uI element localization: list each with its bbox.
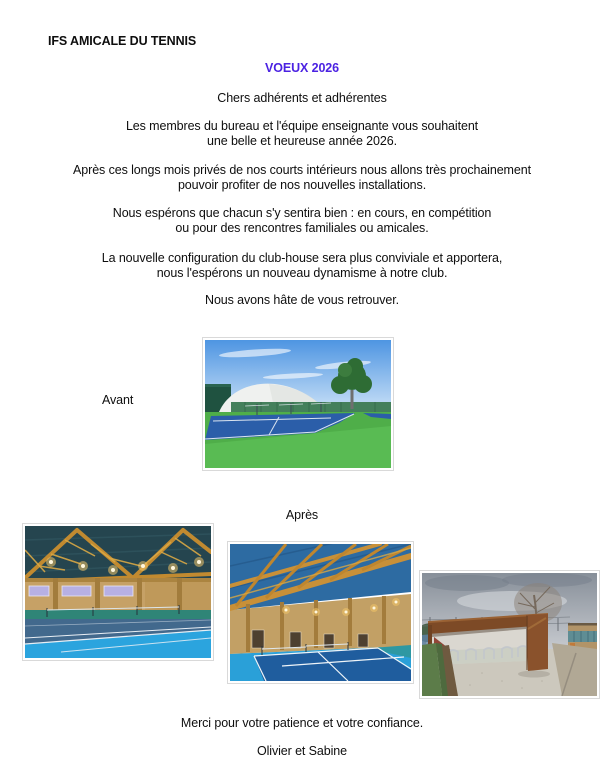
text-line: Nous espérons que chacun s'y sentira bien : en cours, en compétition xyxy=(112,206,492,220)
photo-after-bike-shelter xyxy=(419,570,600,699)
photo-after-right-image xyxy=(422,573,597,696)
court-floor xyxy=(25,619,211,658)
text-line: nous l'espérons un nouveau dynamisme à notre club. xyxy=(156,266,448,280)
text-line: ou pour des rencontres familiales ou amicales. xyxy=(175,221,429,235)
windows xyxy=(29,586,133,596)
court-curtain xyxy=(25,610,211,619)
signature-text: Olivier et Sabine xyxy=(256,744,347,758)
club-name: IFS AMICALE DU TENNIS xyxy=(48,34,197,48)
text-line: une belle et heureuse année 2026. xyxy=(207,134,397,148)
paragraph-hope xyxy=(0,206,604,236)
label-before: Avant xyxy=(102,393,134,407)
text-line: Les membres du bureau et l'équipe enseignante vous souhaitent xyxy=(125,119,479,133)
thanks-text: Merci pour votre patience et votre confiance. xyxy=(180,716,424,730)
eager-text: Nous avons hâte de vous retrouver. xyxy=(205,293,399,307)
photo-before-outdoor-courts xyxy=(202,337,394,471)
photo-before-image xyxy=(205,340,391,468)
shadow xyxy=(518,671,550,678)
text-line: La nouvelle configuration du club-house sera plus conviviale et apportera, xyxy=(101,251,503,265)
paragraph-reopening xyxy=(0,163,604,193)
paragraph-clubhouse xyxy=(0,251,604,281)
photo-after-middle-image xyxy=(230,544,411,681)
windbreak-fence xyxy=(231,402,391,412)
photo-after-indoor-courts xyxy=(227,541,414,684)
paragraph-wishes xyxy=(0,119,604,149)
page-title: VOEUX 2026 xyxy=(264,61,340,75)
label-after: Après xyxy=(285,508,319,522)
photo-after-indoor-wide xyxy=(22,523,214,661)
greeting-text: Chers adhérents et adhérentes xyxy=(217,91,387,105)
photo-after-left-image xyxy=(25,526,211,658)
text-line: pouvoir profiter de nos nouvelles installations. xyxy=(177,178,427,192)
text-line: Après ces longs mois privés de nos courts intérieurs nous allons très prochainement xyxy=(73,163,531,177)
